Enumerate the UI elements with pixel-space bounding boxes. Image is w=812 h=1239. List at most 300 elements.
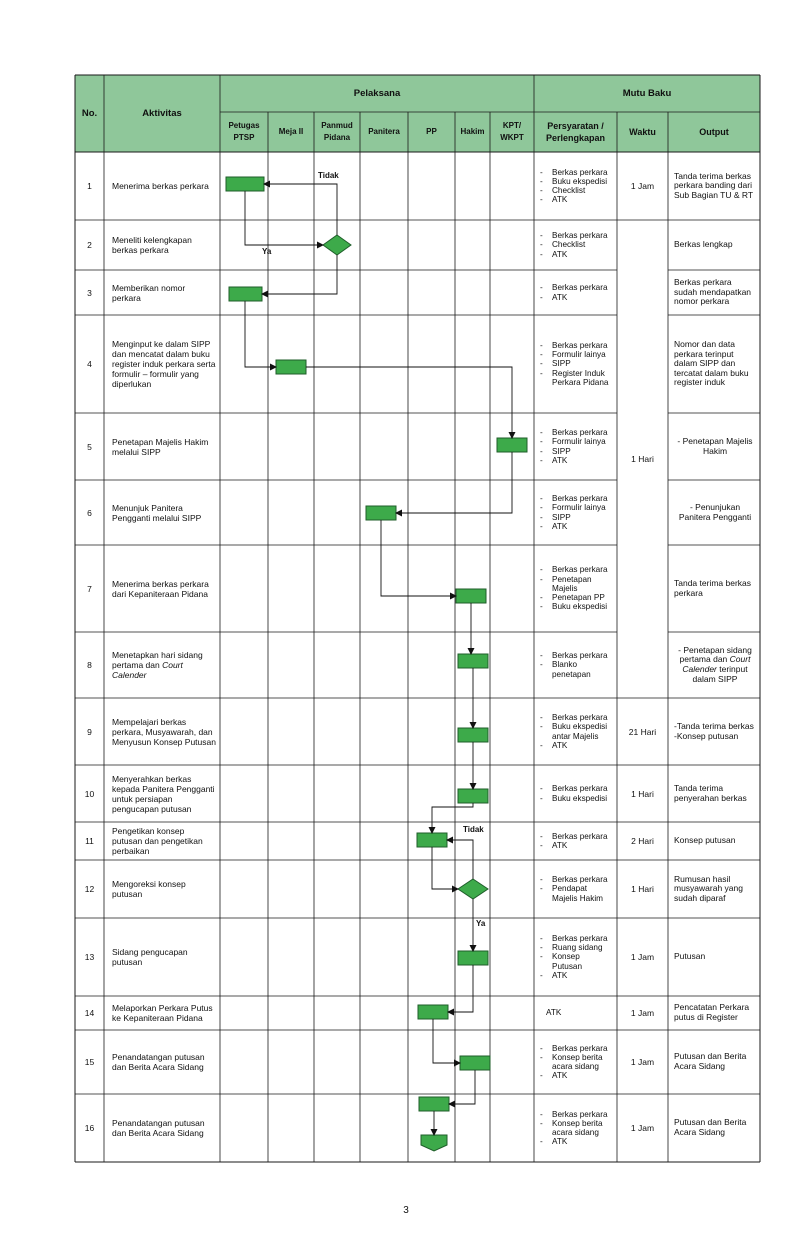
requirement-line <box>540 1053 614 1071</box>
requirements-cell <box>534 315 617 413</box>
header-actor <box>268 112 314 152</box>
activity-text <box>112 579 216 599</box>
requirement-line <box>540 1119 614 1137</box>
requirement-item: Konsep berita acara sidang <box>552 1118 603 1137</box>
bullet-dash: - <box>540 368 543 378</box>
bullet-dash: - <box>540 713 543 723</box>
header-persyaratan-label: Persyaratan / Perlengkapan <box>545 121 606 143</box>
output-cell <box>668 996 760 1030</box>
output-text: Pencatatan Perkara putus di Register <box>674 1002 750 1022</box>
requirement-item: Berkas perkara <box>552 1043 608 1053</box>
bullet-dash: - <box>540 943 543 953</box>
header-waktu <box>617 112 668 152</box>
output-cell <box>668 918 760 996</box>
requirement-item: Berkas perkara <box>552 340 608 350</box>
bullet-dash: - <box>540 651 543 661</box>
row-number <box>75 996 104 1030</box>
requirement-item: Blanko penetapan <box>552 660 591 679</box>
requirement-line <box>540 494 614 503</box>
requirement-line <box>540 341 614 350</box>
requirement-line <box>540 503 614 512</box>
waktu-cell <box>617 152 668 220</box>
activity-text <box>112 339 216 389</box>
row-number-text: 9 <box>87 726 92 737</box>
bullet-dash: - <box>540 574 543 584</box>
requirement-line <box>540 359 614 368</box>
requirement-item: Konsep Putusan <box>552 952 583 971</box>
requirement-line <box>540 177 614 186</box>
output-text: Tanda terima penyerahan berkas <box>674 782 747 803</box>
requirement-line <box>540 971 614 980</box>
requirements-cell <box>534 545 617 632</box>
activity-cell <box>104 1094 220 1162</box>
row-number <box>75 1094 104 1162</box>
waktu-value: 1 Jam <box>630 181 655 191</box>
requirement-line <box>540 1110 614 1119</box>
requirement-line <box>540 195 614 204</box>
header-actor <box>360 112 408 152</box>
header-actor <box>220 112 268 152</box>
output-cell <box>668 152 760 220</box>
activity-cell <box>104 270 220 315</box>
header-mutu-baku <box>534 75 760 112</box>
activity-text <box>112 181 209 191</box>
requirement-line <box>540 602 614 611</box>
waktu-value: 1 Hari <box>631 454 654 464</box>
requirement-item: Register Induk Perkara Pidana <box>552 368 609 387</box>
activity-text <box>112 947 216 967</box>
requirements-cell <box>534 220 617 270</box>
requirement-line <box>540 437 614 446</box>
activity-text <box>112 717 216 747</box>
activity-cell <box>104 545 220 632</box>
activity-cell <box>104 632 220 698</box>
waktu-value: 1 Jam <box>630 1008 655 1018</box>
row-number-text: 1 <box>87 181 92 191</box>
requirement-item: SIPP <box>552 446 571 456</box>
requirement-line <box>540 1044 614 1053</box>
header-mutu-baku-label: Mutu Baku <box>622 87 672 99</box>
requirement-item: ATK <box>552 455 568 465</box>
activity-cell <box>104 822 220 860</box>
requirements-cell <box>534 996 617 1030</box>
activity-cell <box>104 698 220 765</box>
output-text: Putusan dan Berita Acara Sidang <box>674 1117 747 1137</box>
requirement-item: ATK <box>552 521 568 531</box>
requirement-item: Berkas perkara <box>552 167 608 177</box>
requirement-line <box>540 875 614 884</box>
activity-cell <box>104 220 220 270</box>
bullet-dash: - <box>540 195 543 205</box>
waktu-cell <box>617 996 668 1030</box>
requirement-item: Formulir lainya <box>552 503 606 513</box>
requirement-item: ATK <box>552 249 568 259</box>
requirement-line <box>540 952 614 970</box>
requirement-line <box>540 575 614 593</box>
activity-cell <box>104 413 220 480</box>
output-text: - Penunjukan Panitera Pengganti <box>678 501 752 522</box>
output-text: Berkas lengkap <box>674 239 733 250</box>
requirement-line <box>540 722 614 740</box>
activity-text <box>112 1118 216 1138</box>
page-number: 3 <box>403 1205 409 1216</box>
activity-text-part: Sidang pengucapan putusan <box>112 947 188 967</box>
header-no <box>75 75 104 152</box>
requirement-item: Konsep berita acara sidang <box>552 1052 603 1071</box>
bullet-dash: - <box>540 952 543 962</box>
requirement-item: Berkas perkara <box>552 784 608 794</box>
activity-text-part: Melaporkan Perkara Putus ke Kepaniteraan Pidana <box>112 1003 213 1023</box>
waktu-value: 2 Hari <box>631 836 654 846</box>
activity-text-part: Penandatangan putusan dan Berita Acara Sidang <box>112 1052 205 1072</box>
bullet-dash: - <box>540 186 543 195</box>
activity-text-part: Menyerahkan berkas kepada Panitera Pengganti untuk persiapan pengucapan putusan <box>112 773 215 814</box>
output-text-part: - Penetapan sidang pertama dan <box>678 644 752 665</box>
output-text <box>674 646 756 684</box>
requirement-line <box>540 369 614 387</box>
header-persyaratan <box>534 112 617 152</box>
waktu-value: 21 Hari <box>628 726 657 737</box>
activity-text-part: Pengetikan konsep putusan dan pengetikan perbaikan <box>112 826 203 856</box>
bullet-dash: - <box>540 503 543 513</box>
bullet-dash: - <box>540 455 543 465</box>
header-actor <box>490 112 534 152</box>
requirement-item: Penetapan Majelis <box>552 574 592 593</box>
bullet-dash: - <box>540 494 543 504</box>
bullet-dash: - <box>540 350 543 360</box>
header-actor-label: Panmud Pidana <box>321 121 353 142</box>
bullet-dash: - <box>540 1071 543 1081</box>
requirement-item: Checklist <box>552 240 586 250</box>
requirement-item: Formulir lainya <box>552 437 606 447</box>
row-number-text: 4 <box>87 359 92 369</box>
output-text: Konsep putusan <box>674 835 736 846</box>
requirement-item: Penetapan PP <box>552 593 605 603</box>
header-output-label: Output <box>699 127 729 137</box>
requirements-cell <box>534 413 617 480</box>
requirement-item: Buku ekspedisi antar Majelis <box>552 722 608 741</box>
requirement-line <box>540 231 614 240</box>
requirement-line <box>540 283 614 292</box>
activity-text <box>112 774 216 814</box>
flow-label-tidak: Tidak <box>463 825 484 834</box>
bullet-dash: - <box>540 565 543 575</box>
output-text: - Penetapan Majelis Hakim <box>677 435 753 456</box>
requirement-line <box>540 841 614 850</box>
activity-text-part: Mengoreksi konsep putusan <box>112 879 186 899</box>
activity-text <box>112 826 216 856</box>
flow-label-ya: Ya <box>476 919 486 928</box>
output-text: -Tanda terima berkas <box>674 720 754 731</box>
header-actor-label: Meja II <box>278 127 304 136</box>
requirement-line <box>540 832 614 841</box>
row-number <box>75 765 104 822</box>
requirement-line <box>540 522 614 531</box>
row-number <box>75 632 104 698</box>
requirement-item: Berkas perkara <box>552 494 608 504</box>
output-text: -Konsep putusan <box>674 730 739 741</box>
output-text: Putusan dan Berita Acara Sidang <box>674 1051 747 1071</box>
requirements-cell <box>534 480 617 545</box>
activity-text <box>112 1003 216 1023</box>
output-cell <box>668 545 760 632</box>
header-actor-label: KPT/ WKPT <box>500 121 524 142</box>
header-aktivitas <box>104 75 220 152</box>
requirement-line <box>540 293 614 302</box>
output-text-italic: Court Calender <box>682 654 751 674</box>
requirement-line <box>540 350 614 359</box>
row-number-text: 5 <box>87 441 92 452</box>
requirement-item: ATK <box>552 740 568 750</box>
row-number <box>75 152 104 220</box>
requirement-line <box>540 456 614 465</box>
requirement-line <box>540 447 614 456</box>
requirement-line <box>540 784 614 793</box>
activity-cell <box>104 152 220 220</box>
output-text: Putusan <box>674 951 706 962</box>
requirements-cell <box>534 918 617 996</box>
requirement-item: Buku ekspedisi <box>552 176 608 186</box>
requirement-item: Berkas perkara <box>552 831 608 841</box>
row-number-text: 10 <box>84 788 95 799</box>
output-text: Nomor dan data perkara terinput dalam SIPP dan tercatat dalam buku register induk <box>674 339 749 388</box>
activity-text <box>112 235 216 255</box>
output-text: Berkas perkara sudah mendapatkan nomor perkara <box>674 277 752 307</box>
header-aktivitas-label: Aktivitas <box>142 107 182 119</box>
flow-label-ya: Ya <box>262 247 272 256</box>
flow-label-tidak: Tidak <box>318 171 339 180</box>
waktu-cell <box>617 220 668 698</box>
row-number-text: 12 <box>84 884 95 894</box>
activity-text-part: Penetapan Majelis Hakim melalui SIPP <box>112 436 209 457</box>
bullet-dash: - <box>540 176 543 186</box>
activity-text-part: Menunjuk Panitera Pengganti melalui SIPP <box>112 502 202 523</box>
requirement-line <box>540 513 614 522</box>
output-cell <box>668 698 760 765</box>
requirement-item: SIPP <box>552 359 571 369</box>
header-actor-label: Hakim <box>460 127 485 136</box>
output-cell <box>668 270 760 315</box>
activity-text <box>112 437 216 457</box>
header-pelaksana <box>220 75 534 112</box>
requirements-cell <box>534 270 617 315</box>
output-text: Tanda terima berkas perkara banding dari Sub Bagian TU & RT <box>674 170 754 200</box>
row-number <box>75 918 104 996</box>
waktu-cell <box>617 822 668 860</box>
activity-text <box>112 650 216 680</box>
waktu-value: 1 Hari <box>631 884 654 894</box>
requirement-line <box>540 565 614 574</box>
requirement-item: Checklist <box>552 186 586 195</box>
requirement-item: ATK <box>552 195 568 205</box>
bullet-dash: - <box>540 1109 543 1119</box>
requirement-item: Berkas perkara <box>552 428 608 438</box>
requirement-item: Berkas perkara <box>552 933 608 943</box>
waktu-cell <box>617 698 668 765</box>
bullet-dash: - <box>540 249 543 259</box>
requirements-cell <box>534 860 617 918</box>
output-cell <box>668 822 760 860</box>
waktu-cell <box>617 860 668 918</box>
requirement-line <box>540 168 614 177</box>
output-cell <box>668 1094 760 1162</box>
bullet-dash: - <box>540 722 543 732</box>
waktu-value: 1 Hari <box>631 788 654 799</box>
row-number-text: 15 <box>84 1057 95 1067</box>
row-number-text: 8 <box>87 660 92 670</box>
bullet-dash: - <box>540 933 543 943</box>
row-number <box>75 822 104 860</box>
output-cell <box>668 1030 760 1094</box>
activity-text-part: Menerima berkas perkara <box>112 181 209 191</box>
waktu-value: 1 Jam <box>630 952 655 962</box>
bullet-dash: - <box>540 446 543 456</box>
bullet-dash: - <box>540 359 543 369</box>
requirement-item: Berkas perkara <box>552 651 608 661</box>
header-actor-label: Panitera <box>368 127 400 136</box>
activity-text <box>112 503 216 523</box>
bullet-dash: - <box>540 1043 543 1053</box>
requirement-line <box>540 651 614 660</box>
requirement-line <box>540 186 614 195</box>
row-number <box>75 480 104 545</box>
bullet-dash: - <box>540 521 543 531</box>
requirement-item: Berkas perkara <box>552 875 608 885</box>
requirement-item: Buku ekspedisi <box>552 793 608 803</box>
activity-text-part: Menerima berkas perkara dari Kepaniteraan Pidana <box>112 578 209 599</box>
requirements-cell <box>534 632 617 698</box>
requirement-item: ATK <box>552 1137 568 1147</box>
activity-text-part: Menginput ke dalam SIPP dan mencatat dalam buku register induk perkara serta formulir – formulir yang diperlukan <box>112 339 216 389</box>
requirement-line <box>540 884 614 902</box>
requirement-line <box>540 593 614 602</box>
row-number <box>75 270 104 315</box>
output-cell <box>668 220 760 270</box>
activity-cell <box>104 765 220 822</box>
output-cell <box>668 315 760 413</box>
header-no-label: No. <box>81 107 98 119</box>
row-number <box>75 698 104 765</box>
row-number <box>75 1030 104 1094</box>
waktu-value: 1 Jam <box>630 1057 655 1067</box>
waktu-cell <box>617 765 668 822</box>
bullet-dash: - <box>540 793 543 803</box>
requirement-item: ATK <box>552 292 568 302</box>
row-number-text: 16 <box>84 1123 95 1133</box>
output-text: Rumusan hasil musyawarah yang sudah diparaf <box>674 873 743 903</box>
bullet-dash: - <box>540 240 543 250</box>
requirement-line <box>540 428 614 437</box>
requirements-cell <box>534 1030 617 1094</box>
bullet-dash: - <box>540 428 543 438</box>
requirements-cell <box>534 152 617 220</box>
activity-cell <box>104 1030 220 1094</box>
requirement-line <box>540 1071 614 1080</box>
row-number <box>75 413 104 480</box>
requirement-line <box>540 741 614 750</box>
bullet-dash: - <box>540 884 543 894</box>
activity-cell <box>104 315 220 413</box>
row-number <box>75 220 104 270</box>
row-number <box>75 315 104 413</box>
output-cell <box>668 860 760 918</box>
bullet-dash: - <box>540 660 543 670</box>
requirement-item: SIPP <box>552 512 571 522</box>
waktu-cell <box>617 918 668 996</box>
requirement-line <box>540 794 614 803</box>
requirements-cell <box>534 822 617 860</box>
bullet-dash: - <box>540 593 543 603</box>
header-actor-label: Petugas PTSP <box>228 121 260 142</box>
requirement-line <box>540 943 614 952</box>
requirement-line <box>540 240 614 249</box>
row-number <box>75 860 104 918</box>
header-output <box>668 112 760 152</box>
requirement-line <box>540 1137 614 1146</box>
bullet-dash: - <box>540 1052 543 1062</box>
bullet-dash: - <box>540 970 543 980</box>
requirement-item: Berkas perkara <box>552 565 608 575</box>
row-number <box>75 545 104 632</box>
row-number-text: 13 <box>84 952 95 962</box>
activity-text <box>112 283 216 303</box>
output-cell <box>668 480 760 545</box>
activity-text <box>112 879 216 899</box>
activity-text <box>112 1052 216 1072</box>
bullet-dash: - <box>540 875 543 885</box>
requirement-item: Berkas perkara <box>552 713 608 723</box>
requirement-line <box>540 713 614 722</box>
bullet-dash: - <box>540 437 543 447</box>
waktu-value: 1 Jam <box>630 1123 655 1133</box>
bullet-dash: - <box>540 831 543 841</box>
activity-text-italic: Court Calender <box>112 660 183 680</box>
row-number-text: 11 <box>85 836 94 846</box>
requirements-cell <box>534 698 617 765</box>
activity-cell <box>104 860 220 918</box>
bullet-dash: - <box>540 167 543 177</box>
requirement-item: ATK <box>552 841 568 850</box>
activity-text-part: Penandatangan putusan dan Berita Acara Sidang <box>112 1118 205 1138</box>
bullet-dash: - <box>540 292 543 302</box>
header-pelaksana-label: Pelaksana <box>353 87 401 99</box>
requirements-cell <box>534 765 617 822</box>
bullet-dash: - <box>540 841 543 850</box>
row-number-text: 6 <box>87 507 92 518</box>
requirement-line <box>540 660 614 678</box>
output-text: Tanda terima berkas perkara <box>674 577 752 598</box>
requirement-item: Formulir lainya <box>552 350 606 360</box>
activity-text-part: Memberikan nomor perkara <box>112 282 186 303</box>
requirement-item: ATK <box>552 970 568 980</box>
waktu-cell <box>617 1094 668 1162</box>
row-number-text: 14 <box>84 1008 95 1018</box>
header-waktu-label: Waktu <box>629 127 656 137</box>
output-cell <box>668 632 760 698</box>
requirement-item: Berkas perkara <box>552 283 608 293</box>
header-actor <box>408 112 455 152</box>
bullet-dash: - <box>540 1118 543 1128</box>
bullet-dash: - <box>540 283 543 293</box>
bullet-dash: - <box>540 231 543 241</box>
activity-text-part: Mempelajari berkas perkara, Musyawarah, dan Menyusun Konsep Putusan <box>112 716 216 747</box>
output-cell <box>668 413 760 480</box>
header-actor-label: PP <box>426 127 437 136</box>
waktu-cell <box>617 1030 668 1094</box>
output-text-part: terinput dalam SIPP <box>692 664 748 684</box>
bullet-dash: - <box>540 512 543 522</box>
requirement-line <box>540 934 614 943</box>
